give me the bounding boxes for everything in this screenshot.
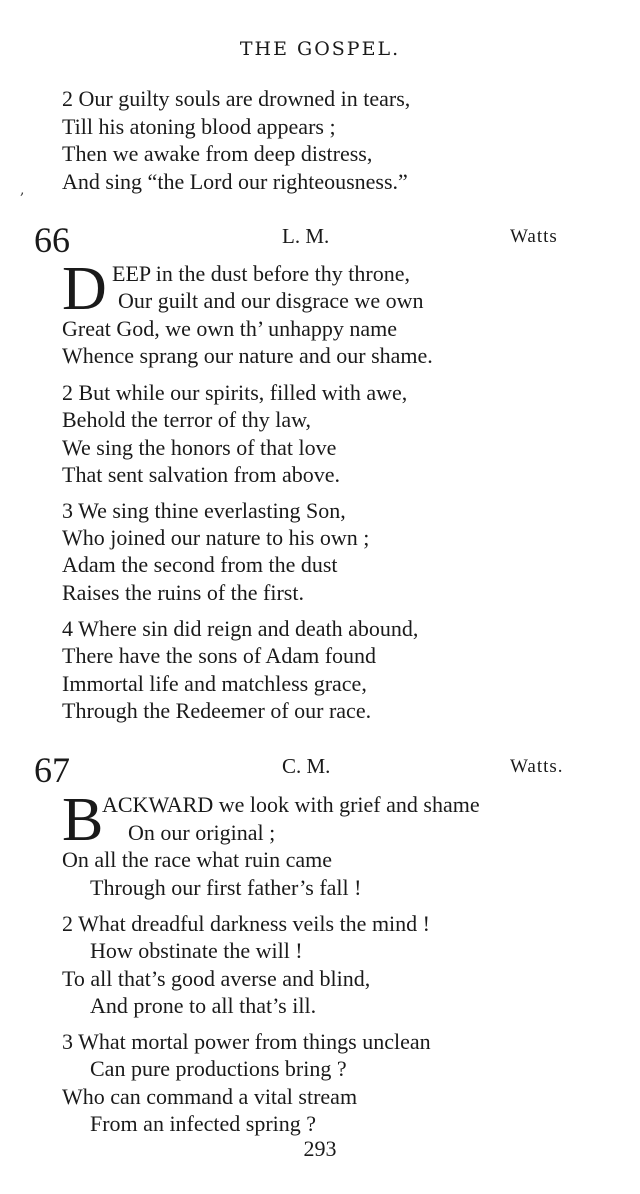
verse-line: Who joined our nature to his own ;: [62, 525, 370, 550]
hymn-number: 67: [34, 750, 70, 790]
verse-line: ACKWARD we look with grief and shame: [102, 792, 480, 817]
verse-line: Great God, we own th’ unhappy name: [62, 316, 397, 341]
verse-line: To all that’s good averse and blind,: [62, 966, 371, 991]
verse-line: Through our first father’s fall !: [90, 875, 362, 900]
hymn-meter: C. M.: [282, 754, 331, 778]
verse-line: 2 But while our spirits, filled with awe,: [62, 380, 408, 405]
hymn-number: 66: [34, 220, 70, 260]
page-number: 293: [303, 1136, 337, 1161]
verse-line: We sing the honors of that love: [62, 435, 337, 460]
stray-mark: ,: [20, 182, 25, 198]
hymn-author: Watts.: [510, 756, 564, 777]
verse-line: And prone to all that’s ill.: [90, 993, 317, 1018]
verse-line: On our original ;: [128, 820, 276, 845]
hymn-author: Watts: [510, 226, 558, 247]
verse-line: Behold the terror of thy law,: [62, 407, 312, 432]
verse-line: 4 Where sin did reign and death abound,: [62, 616, 419, 641]
verse-line: 3 What mortal power from things unclean: [62, 1029, 431, 1054]
verse-line: There have the sons of Adam found: [62, 643, 377, 668]
verse-line: From an infected spring ?: [90, 1111, 317, 1136]
verse-line: And sing “the Lord our righteousness.”: [62, 169, 408, 194]
verse-line: Our guilt and our disgrace we own: [118, 288, 424, 313]
verse-line: 3 We sing thine everlasting Son,: [62, 498, 346, 523]
verse-line: On all the race what ruin came: [62, 847, 332, 872]
drop-cap: D: [62, 255, 107, 323]
hymn-meter: L. M.: [282, 224, 330, 248]
verse-line: Can pure productions bring ?: [90, 1056, 347, 1081]
verse-line: Then we awake from deep distress,: [62, 141, 373, 166]
verse-line: Raises the ruins of the first.: [62, 580, 304, 605]
verse-line: Immortal life and matchless grace,: [62, 671, 367, 696]
verse-line: Adam the second from the dust: [62, 552, 338, 577]
verse-line: Who can command a vital stream: [62, 1084, 358, 1109]
verse-line: Till his atoning blood appears ;: [62, 114, 336, 139]
verse-line: That sent salvation from above.: [62, 462, 340, 487]
verse-line: How obstinate the will !: [90, 938, 303, 963]
verse-line: Through the Redeemer of our race.: [62, 698, 372, 723]
page-header: THE GOSPEL.: [239, 38, 401, 60]
drop-cap: B: [62, 786, 104, 854]
verse-line: 2 Our guilty souls are drowned in tears,: [62, 86, 411, 111]
verse-line: 2 What dreadful darkness veils the mind !: [62, 911, 430, 936]
verse-line: EEP in the dust before thy throne,: [112, 261, 410, 286]
verse-line: Whence sprang our nature and our shame.: [62, 343, 433, 368]
